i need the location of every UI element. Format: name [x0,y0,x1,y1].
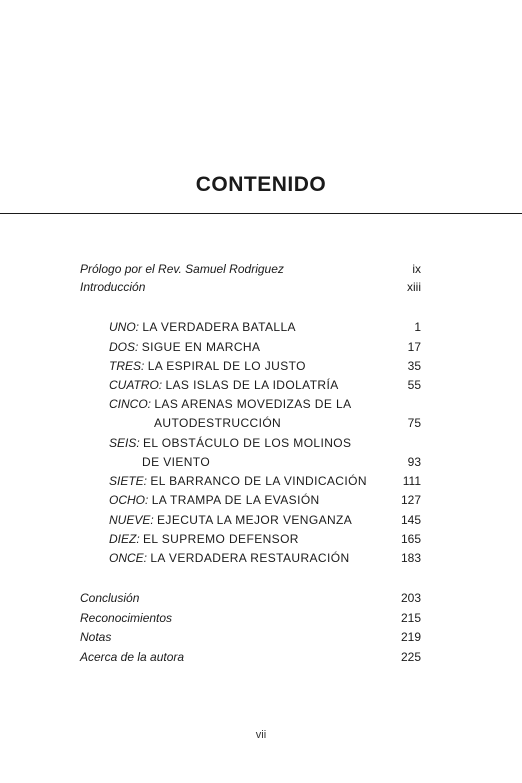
toc-page-number: 215 [400,611,421,625]
page-title: CONTENIDO [195,173,327,196]
toc-chapter-label [109,474,367,488]
chapter-number: DOS: [109,340,139,354]
toc-page-number: 55 [407,378,421,392]
chapter-number: ONCE: [109,551,148,565]
chapter-number: SIETE: [109,474,148,488]
toc-chapter-label [109,532,299,546]
toc-chapter-label [109,436,351,450]
toc-page-number: 225 [400,650,421,664]
toc-page-number: 93 [407,455,421,469]
toc-chapter-label [109,378,339,392]
chapter-title-continuation: AUTODESTRUCCIÓN [154,416,282,430]
toc-page-number: 75 [407,416,421,430]
chapter-title: LA VERDADERA BATALLA [142,320,296,334]
chapter-title: SIGUE EN MARCHA [141,340,261,354]
toc-entry-label: Introducción [80,280,146,294]
chapter-title: EL OBSTÁCULO DE LOS MOLINOS [143,436,352,450]
chapter-number: NUEVE: [109,513,154,527]
chapter-number: SEIS: [109,436,140,450]
toc-chapter-label [109,340,260,354]
page-folio: vii [255,729,267,741]
toc-entry-label: Reconocimientos [80,611,173,625]
toc-entry-label: Conclusión [80,591,140,605]
toc-page-number: 203 [400,591,421,605]
toc-page-number: 145 [400,513,421,527]
toc-entry-label: Acerca de la autora [80,650,185,664]
toc-page-number: xiii [407,280,421,294]
toc-page-number: 111 [402,474,421,488]
chapter-title: EJECUTA LA MEJOR VENGANZA [157,513,353,527]
chapter-number: CUATRO: [109,378,163,392]
chapter-number: DIEZ: [109,532,140,546]
toc-chapter-label [109,397,351,411]
chapter-number: TRES: [109,359,145,373]
toc-chapter-label [109,320,296,334]
toc-page-number: 17 [407,340,421,354]
toc-chapter-label [109,551,350,565]
chapter-number: OCHO: [109,493,149,507]
chapter-title: EL SUPREMO DEFENSOR [143,532,299,546]
chapter-title: EL BARRANCO DE LA VINDICACIÓN [150,474,367,488]
toc-entry-label: Prólogo por el Rev. Samuel Rodriguez [80,262,284,276]
chapter-title: LAS ISLAS DE LA IDOLATRÍA [165,378,339,392]
title-divider [0,213,522,214]
chapter-title: LAS ARENAS MOVEDIZAS DE LA [154,397,352,411]
chapter-title-continuation: DE VIENTO [142,455,211,469]
toc-page-number: 35 [407,359,421,373]
toc-page-number: ix [412,262,421,276]
toc-page-number: 1 [414,320,421,334]
toc-page-number: 165 [400,532,421,546]
toc-entry-label: Notas [80,630,112,644]
toc-page-number: 127 [400,493,421,507]
chapter-number: UNO: [109,320,139,334]
chapter-title: LA ESPIRAL DE LO JUSTO [147,359,306,373]
toc-chapter-label [109,513,352,527]
toc-page-number: 183 [400,551,421,565]
chapter-number: CINCO: [109,397,151,411]
toc-page-number: 219 [400,630,421,644]
chapter-title: LA TRAMPA DE LA EVASIÓN [151,493,320,507]
chapter-title: LA VERDADERA RESTAURACIÓN [150,551,350,565]
toc-chapter-label [109,493,320,507]
toc-chapter-label [109,359,306,373]
